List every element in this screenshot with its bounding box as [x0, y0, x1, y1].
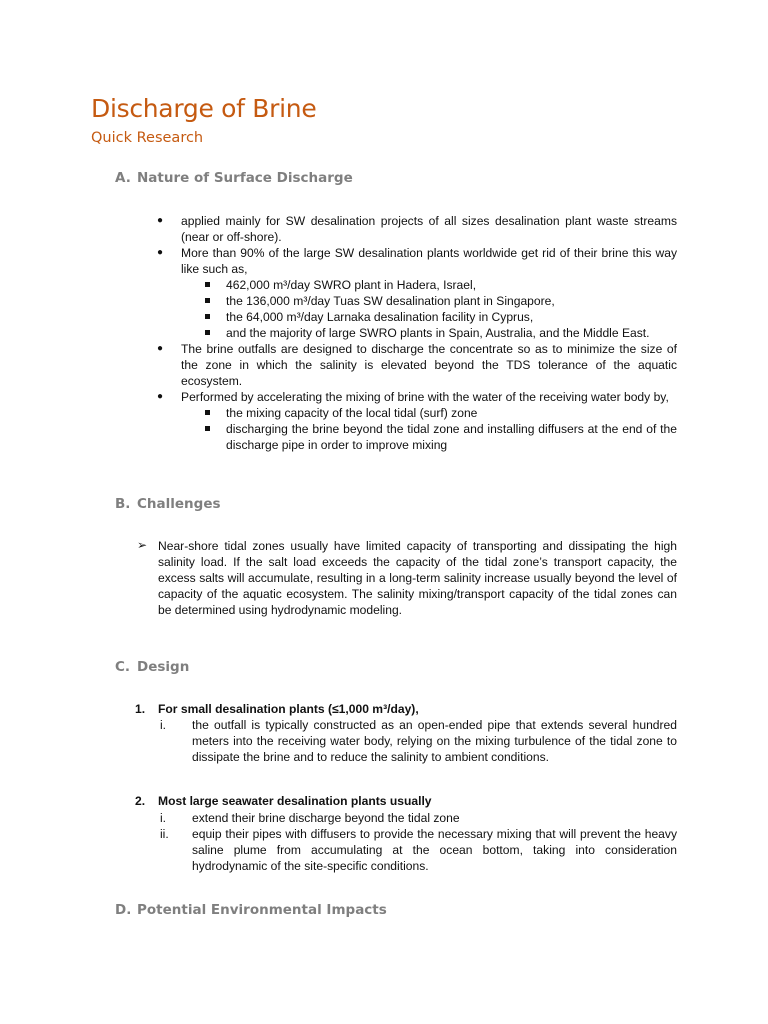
section-a-bullet-list [157, 213, 677, 453]
roman-numeral: ii. [160, 827, 169, 841]
point-text: extend their brine discharge beyond the tidal zone [192, 811, 460, 825]
list-item [157, 389, 677, 453]
item-title: Most large seawater desalination plants usually [158, 794, 432, 808]
design-item-1-points [160, 717, 677, 765]
list-item [226, 421, 677, 453]
item-number: 2. [135, 794, 146, 808]
section-c-heading [115, 659, 189, 675]
bullet-icon: ● [157, 391, 164, 402]
challenges-paragraph: Near-shore tidal zones usually have limited capacity of transporting and dissipating the high salinity load. If the salt load exceeds the capacity of the tidal zone’s transport capacity, the excess salts will accumulate, resulting in a long-term salinity increase usually beyond the level of capacity of the aquatic ecosystem. The salinity mixing/transport capacity of the tidal zones can be determined using hydrodynamic modeling. [158, 539, 677, 617]
example-text: the 64,000 m³/day Larnaka desalination facility in Cyprus, [226, 310, 534, 324]
square-bullet-icon [205, 282, 210, 287]
list-item [157, 341, 677, 389]
bullet-icon: ● [157, 343, 164, 354]
design-item-1 [135, 702, 419, 716]
list-item [226, 405, 677, 421]
method-text: the mixing capacity of the local tidal (surf) zone [226, 406, 478, 420]
point-text: equip their pipes with diffusers to provide the necessary mixing that will prevent the heavy saline plume from accumulating at the ocean bottom, taking into consideration hydrodynamic of the site-specific conditions. [192, 827, 677, 873]
square-bullet-icon [205, 298, 210, 303]
point-text: the outfall is typically constructed as an open-ended pipe that extends several hundred meters into the receiving water body, relying on the mixing turbulence of the tidal zone to dissipate the brine and to reduce the salinity to ambient conditions. [192, 718, 677, 764]
section-d-letter: D. [115, 902, 132, 918]
examples-sublist [226, 277, 677, 341]
design-item-2-points [160, 810, 677, 874]
bullet-icon: ● [157, 247, 164, 258]
design-item-2 [135, 794, 432, 808]
bullet-text: The brine outfalls are designed to discharge the concentrate so as to minimize the size of the zone in which the salinity is elevated beyond the TDS tolerance of the aquatic ecosystem. [181, 342, 677, 388]
list-item [157, 213, 677, 245]
roman-numeral: i. [160, 811, 167, 825]
list-item [226, 309, 677, 325]
example-text: 462,000 m³/day SWRO plant in Hadera, Israel, [226, 278, 477, 292]
list-item [226, 325, 677, 341]
section-d-heading [115, 902, 387, 918]
list-item [157, 245, 677, 341]
bullet-text: Performed by accelerating the mixing of brine with the water of the receiving water body by, [181, 390, 669, 404]
item-title: For small desalination plants (≤1,000 m³/day), [158, 702, 419, 716]
section-a-letter: A. [115, 170, 131, 186]
list-item [226, 293, 677, 309]
section-c-letter: C. [115, 659, 131, 675]
item-number: 1. [135, 702, 146, 716]
square-bullet-icon [205, 410, 210, 415]
methods-sublist [226, 405, 677, 453]
section-b-letter: B. [115, 496, 131, 512]
bullet-icon: ● [157, 215, 164, 226]
list-item [160, 717, 677, 765]
section-d-title: Potential Environmental Impacts [137, 902, 387, 918]
example-text: the 136,000 m³/day Tuas SW desalination plant in Singapore, [226, 294, 555, 308]
method-text: discharging the brine beyond the tidal zone and installing diffusers at the end of the discharge pipe in order to improve mixing [226, 422, 677, 452]
document-subtitle: Quick Research [91, 130, 204, 146]
document-title: Discharge of Brine [91, 94, 317, 123]
bullet-text: applied mainly for SW desalination projects of all sizes desalination plant waste streams (near or off-shore). [181, 214, 677, 244]
section-a-title: Nature of Surface Discharge [137, 170, 353, 186]
section-b-heading [115, 496, 221, 512]
arrow-bullet-icon: ➢ [137, 538, 148, 552]
bullet-text: More than 90% of the large SW desalination plants worldwide get rid of their brine this way like such as, [181, 246, 677, 276]
list-item [226, 277, 677, 293]
square-bullet-icon [205, 330, 210, 335]
section-a-heading [115, 170, 353, 186]
square-bullet-icon [205, 426, 210, 431]
section-c-title: Design [137, 659, 190, 675]
example-text: and the majority of large SWRO plants in Spain, Australia, and the Middle East. [226, 326, 650, 340]
square-bullet-icon [205, 314, 210, 319]
roman-numeral: i. [160, 718, 167, 732]
list-item [160, 810, 677, 826]
list-item [160, 826, 677, 874]
section-b-title: Challenges [137, 496, 221, 512]
